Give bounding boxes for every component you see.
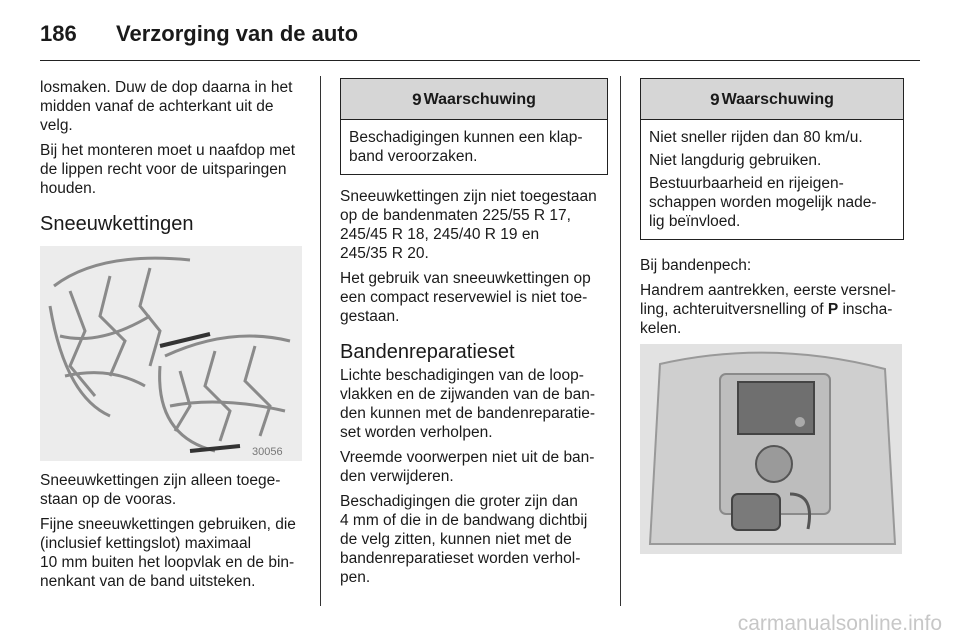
warning-title: Waarschuwing [721, 90, 834, 108]
paragraph: Bij het monteren moet u naafdop met de lippen recht voor de uitsparingen houden. [40, 142, 296, 197]
section-heading-repair-kit: Bandenreparatieset [340, 341, 515, 363]
figure-code: 30056 [252, 446, 283, 458]
text-run: inscha- kelen. [640, 301, 893, 337]
gear-p-label: P [827, 301, 839, 318]
warning-box [640, 78, 904, 240]
paragraph [640, 281, 904, 338]
warning-line: Niet sneller rijden dan 80 km/u. [649, 129, 863, 146]
column-divider-2 [620, 76, 621, 606]
warning-body [341, 120, 607, 174]
page-header [40, 14, 358, 54]
warning-icon: 9 [710, 89, 720, 109]
column-1 [40, 78, 308, 597]
warning-box [340, 78, 608, 175]
repair-kit-figure [640, 344, 902, 554]
paragraph: losmaken. Duw de dop daarna in het midden vanaf de achterkant uit de velg. [40, 79, 293, 134]
paragraph: Bij bandenpech: [640, 257, 752, 274]
warning-line: Bestuurbaarheid en rijeigen- schappen worden mogelijk nade- lig beïnvloed. [649, 175, 877, 230]
snow-chains-figure [40, 246, 302, 461]
page-number: 186 [40, 21, 77, 46]
paragraph: Vreemde voorwerpen niet uit de ban- den verwijderen. [340, 449, 595, 485]
header-rule [40, 60, 920, 61]
warning-icon: 9 [412, 89, 422, 109]
warning-header [641, 79, 903, 120]
valve-cap [795, 417, 805, 427]
text-run: Handrem aantrekken, eerste versnel- ling, achteruitversnelling of [640, 282, 896, 318]
warning-header [341, 79, 607, 120]
compressor-dial [756, 446, 792, 482]
paragraph: Sneeuwkettingen zijn alleen toege- staan op de vooras. [40, 472, 281, 508]
column-3 [640, 78, 904, 564]
compressor-body [732, 494, 780, 530]
paragraph: Het gebruik van sneeuwkettingen op een compact reservewiel is niet toe- gestaan. [340, 270, 591, 325]
footer-watermark: carmanualsonline.info [737, 612, 942, 635]
section-heading-snow-chains: Sneeuwkettingen [40, 213, 194, 235]
warning-title: Waarschuwing [423, 90, 536, 108]
paragraph: Fijne sneeuwkettingen gebruiken, die (inclusief kettingslot) maximaal 10 mm buiten het loopvlak en de bin- nenkant van de band uitsteken. [40, 516, 296, 590]
paragraph: Sneeuwkettingen zijn niet toegestaan op de bandenmaten 225/55 R 17, 245/45 R 18, 245/40 R 19 en 245/35 R 20. [340, 188, 597, 262]
warning-body [641, 120, 903, 239]
warning-line: Niet langdurig gebruiken. [649, 152, 822, 169]
column-2 [340, 78, 608, 593]
paragraph: Lichte beschadigingen van de loop- vlakken en de zijwanden van de ban- den kunnen met de bandenreparatie- set worden verholpen. [340, 367, 596, 441]
paragraph: Beschadigingen die groter zijn dan 4 mm of die in de bandwang dichtbij de velg zitten, kunnen niet met de bandenreparatieset worden verhol- pen. [340, 493, 588, 586]
page-title: Verzorging van de auto [116, 21, 359, 46]
warning-text: Beschadigingen kunnen een klap- band veroorzaken. [349, 129, 583, 165]
column-divider-1 [320, 76, 321, 606]
